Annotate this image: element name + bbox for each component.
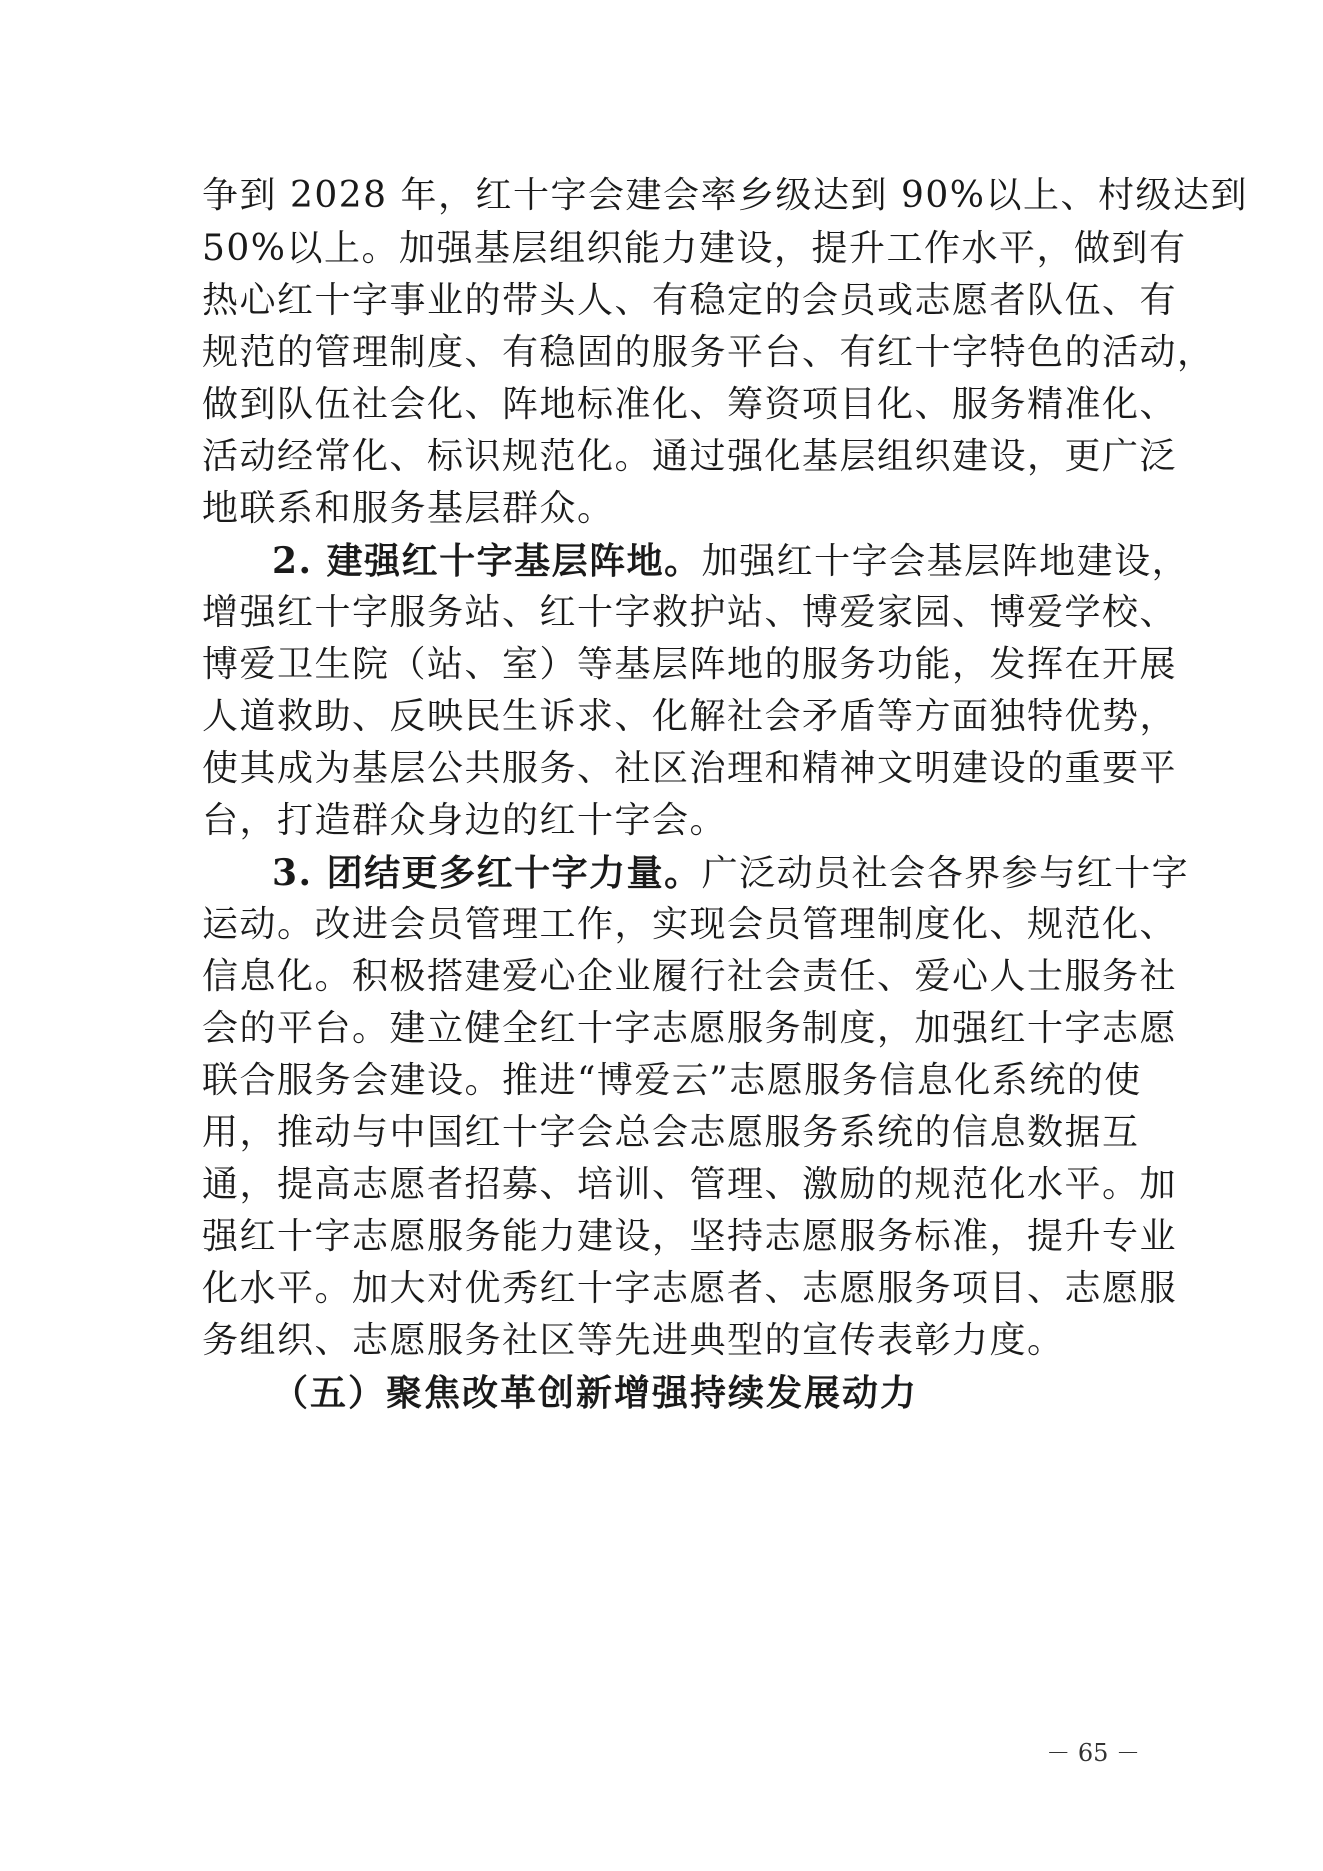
text-line: 规范的管理制度、有稳固的服务平台、有红十字特色的活动， [202, 332, 1215, 373]
text-line: 运动。改进会员管理工作，实现会员管理制度化、规范化、 [202, 904, 1178, 945]
text-line: 强红十字志愿服务能力建设，坚持志愿服务标准，提升专业 [202, 1216, 1178, 1257]
paragraph-lead-title: 3. 团结更多红十字力量。 [272, 852, 702, 894]
page-number: － 65 － [1046, 1739, 1140, 1767]
paragraph-first-line-text: 加强红十字会基层阵地建设， [701, 541, 1190, 582]
section-heading: （五）聚焦改革创新增强持续发展动力 [272, 1373, 919, 1414]
text-line: 用，推动与中国红十字会总会志愿服务系统的信息数据互 [202, 1112, 1140, 1153]
text-line: 做到队伍社会化、阵地标准化、筹资项目化、服务精准化、 [202, 384, 1178, 425]
paragraph-first-line-text: 广泛动员社会各界参与红十字 [701, 853, 1190, 894]
text-line: 会的平台。建立健全红十字志愿服务制度，加强红十字志愿 [202, 1008, 1178, 1049]
text-line: 信息化。积极搭建爱心企业履行社会责任、爱心人士服务社 [202, 956, 1178, 997]
text-line: 使其成为基层公共服务、社区治理和精神文明建设的重要平 [202, 748, 1178, 789]
text-line: 联合服务会建设。推进“博爱云”志愿服务信息化系统的使 [202, 1060, 1142, 1101]
text-line: 通，提高志愿者招募、培训、管理、激励的规范化水平。加 [202, 1164, 1178, 1205]
text-line: 人道救助、反映民生诉求、化解社会矛盾等方面独特优势， [202, 696, 1178, 737]
text-line: 地联系和服务基层群众。 [202, 488, 615, 529]
text-line: 博爱卫生院（站、室）等基层阵地的服务功能，发挥在开展 [202, 644, 1178, 685]
text-line: 争到 2028 年，红十字会建会率乡级达到 90%以上、村级达到 [202, 175, 1248, 216]
paragraph-lead-title: 2. 建强红十字基层阵地。 [272, 540, 702, 582]
text-line: 50%以上。加强基层组织能力建设，提升工作水平，做到有 [202, 228, 1187, 269]
text-line: 化水平。加大对优秀红十字志愿者、志愿服务项目、志愿服 [202, 1268, 1178, 1309]
text-line: 活动经常化、标识规范化。通过强化基层组织建设，更广泛 [202, 436, 1178, 477]
text-line: 务组织、志愿服务社区等先进典型的宣传表彰力度。 [202, 1320, 1065, 1361]
text-line: 台，打造群众身边的红十字会。 [202, 800, 728, 841]
text-line: 热心红十字事业的带头人、有稳定的会员或志愿者队伍、有 [202, 280, 1178, 321]
text-line: 增强红十字服务站、红十字救护站、博爱家园、博爱学校、 [202, 592, 1178, 633]
